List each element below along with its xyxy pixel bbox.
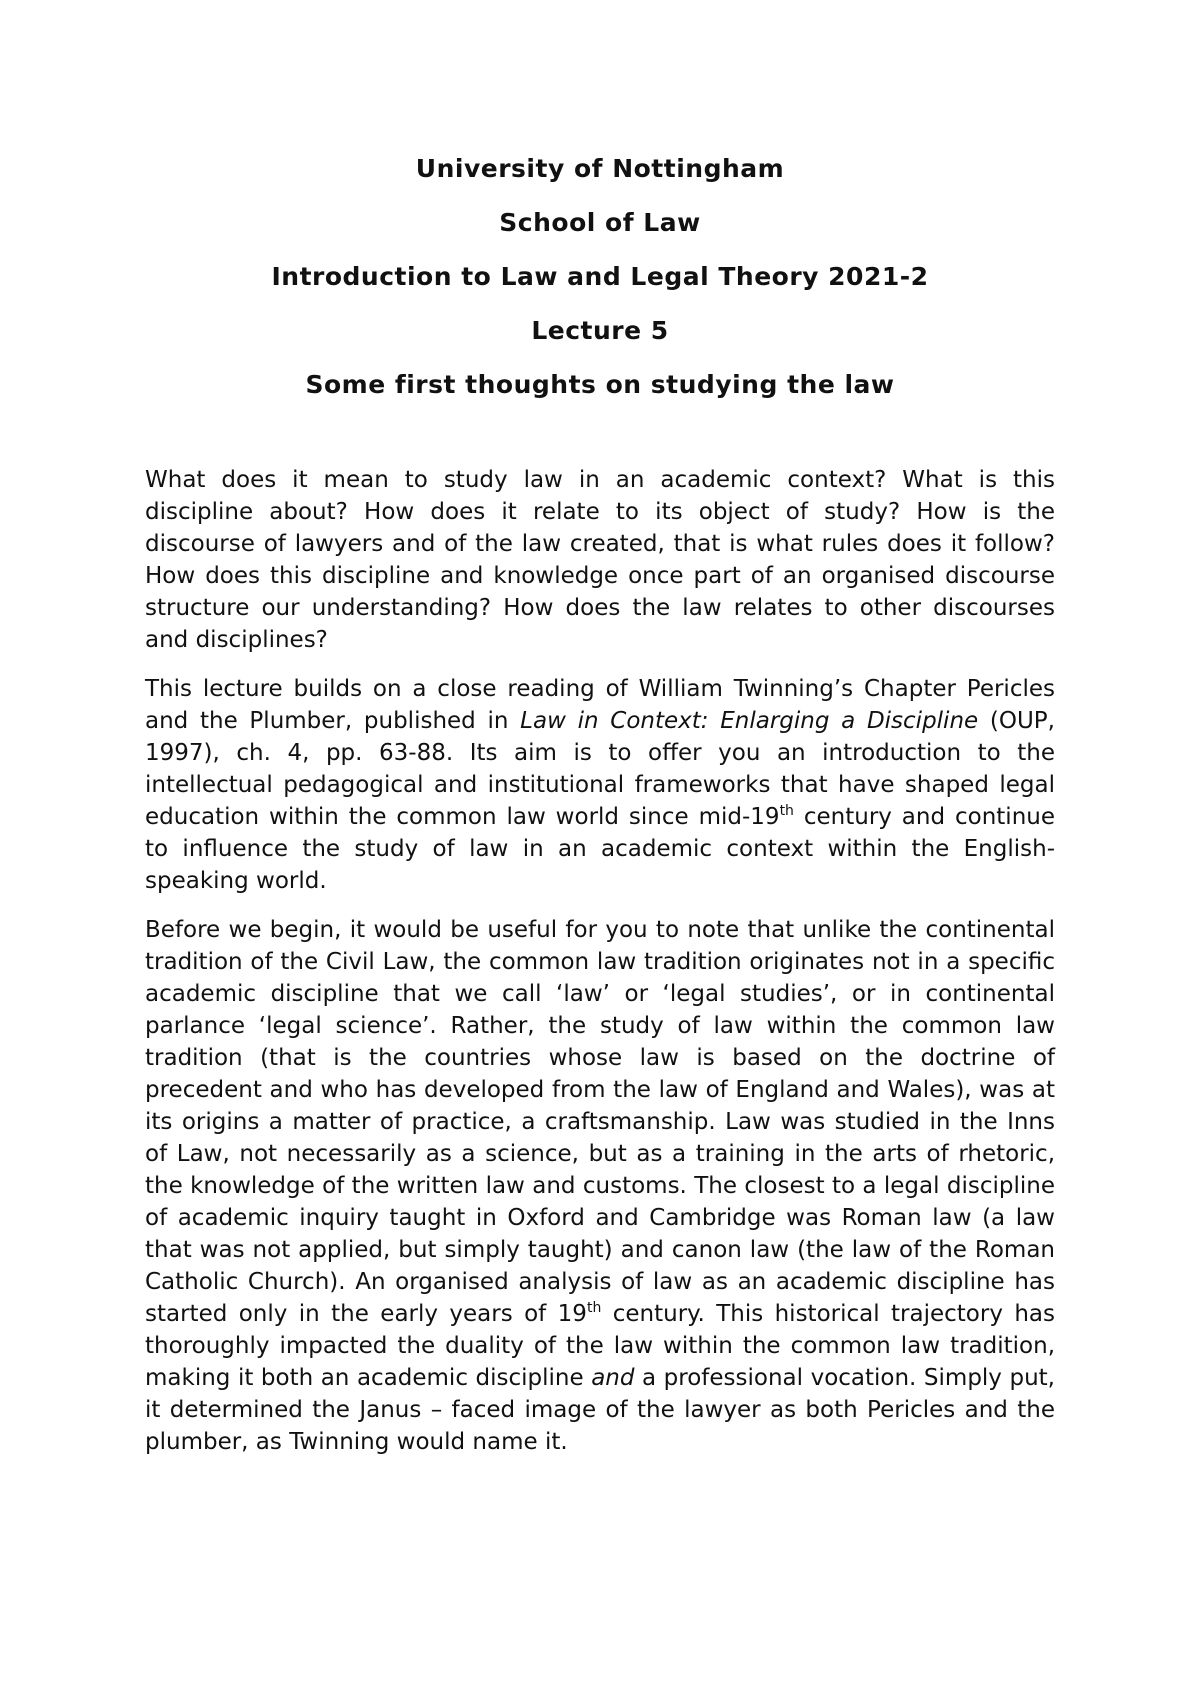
lecture-title: Some first thoughts on studying the law [305,370,895,399]
superscript-th: th [586,1300,602,1316]
emphasis-and: and [591,1365,635,1391]
course-title: Introduction to Law and Legal Theory 2021-2 [271,262,929,291]
paragraph-3-text-1: Before we begin, it would be useful for you to note that unlike the continental tradition of the Civil Law, the common law tradition originates not in a specific academic discipline that we call ‘law’ or ‘legal studies’, or in continental parlance ‘legal science’. Rather, the study of law within the common law tradition (that is the countries whose law is based on the doctrine of precedent and who has developed from the law of England and Wales), was at its origins a matter of practice, a craftsmanship. Law was studied in the Inns of Law, not necessarily as a science, but as a training in the arts of rhetoric, the knowledge of the written law and customs. The closest to a legal discipline of academic inquiry taught in Oxford and Cambridge was Roman law (a law that was not applied, but simply taught) and canon law (the law of the Roman Catholic Church). An organised analysis of law as an academic discipline has started only in the early years of 19 [145,917,1055,1327]
lecture-number: Lecture 5 [531,316,669,345]
paragraph-1: What does it mean to study law in an academic context? What is this discipline about? How does it relate to its object of study? How is the discourse of lawyers and of the law created, that is what rules does it follow? How does this discipline and knowledge once part of an organised discourse structure our understanding? How does the law relates to other discourses and disciplines? [145,467,1055,653]
paragraph-2-text-3: century and continue to influence the study of law in an academic context within the English-speaking world. [145,804,1055,894]
paragraph-2 [145,673,1055,897]
document-header [0,142,1200,412]
paragraph-2-text-1: This lecture builds on a close reading of William Twinning’s Chapter Pericles and the Plumber, published in [145,676,1055,734]
paragraph-3 [145,914,1055,1458]
university-name: University of Nottingham [415,154,785,183]
school-name: School of Law [499,208,701,237]
paragraph-2-text-2: (OUP, 1997), ch. 4, pp. 63-88. Its aim is to offer you an introduction to the intellectual pedagogical and institutional frameworks that have shaped legal education within the common law world since mid-19 [145,708,1055,830]
document-body [145,464,1055,1475]
paragraph-3-text-2: century. This historical trajectory has thoroughly impacted the duality of the law within the common law tradition, making it both an academic discipline [145,1301,1055,1391]
paragraph-3-text-3: a professional vocation. Simply put, it determined the Janus – faced image of the lawyer as both Pericles and the plumber, as Twinning would name it. [145,1365,1055,1455]
superscript-th: th [779,803,794,819]
book-title: Law in Context: Enlarging a Discipline [520,708,979,734]
